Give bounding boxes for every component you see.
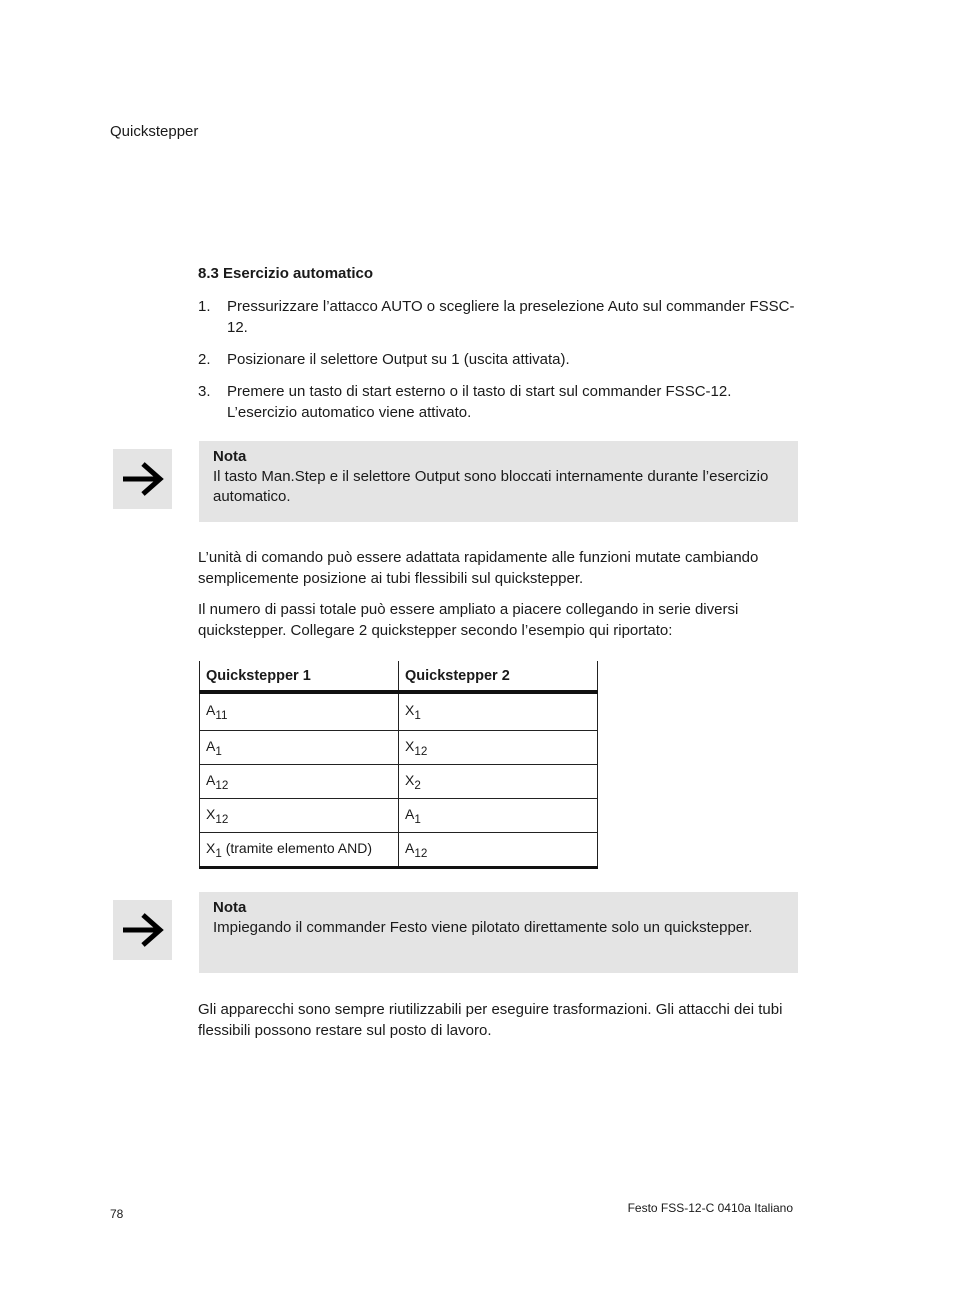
step-text: Posizionare il selettore Output su 1 (uscita attivata). xyxy=(227,351,570,368)
table-row xyxy=(200,833,598,868)
table-cell: $A_{12}$ xyxy=(200,765,399,799)
table-cell: $X_{12}$ xyxy=(200,799,399,833)
step-text: Pressurizzare l’attacco AUTO o scegliere la preselezione Auto sul commander FSSC-12. xyxy=(227,298,795,336)
step-number: 2. xyxy=(198,351,211,368)
column-header: Quickstepper 2 xyxy=(399,661,598,692)
connection-table xyxy=(199,661,598,869)
document-reference: Festo FSS-12-C 0410a Italiano xyxy=(627,1201,793,1215)
table-header-row xyxy=(200,661,598,692)
list-item xyxy=(198,349,798,370)
note-title: Nota xyxy=(213,899,247,916)
table-cell: $X_1$ xyxy=(399,692,598,731)
arrow-right-icon xyxy=(113,449,172,509)
arrow-right-icon xyxy=(113,900,172,960)
step-text: Premere un tasto di start esterno o il tasto di start sul commander FSSC-12. L’esercizio automatico viene attivato. xyxy=(227,383,732,421)
page-number: 78 xyxy=(110,1207,124,1221)
note-box xyxy=(199,892,798,973)
note-title: Nota xyxy=(213,448,247,465)
table-cell: $A_{11}$ xyxy=(200,692,399,731)
table-row xyxy=(200,765,598,799)
running-header: Quickstepper xyxy=(110,123,199,140)
list-item xyxy=(198,296,798,338)
note-text: Il tasto Man.Step e il selettore Output sono bloccati internamente durante l’esercizio automatico. xyxy=(213,468,769,505)
table-cell: $X_1$ (tramite elemento AND) xyxy=(200,833,399,868)
note-text: Impiegando il commander Festo viene pilotato direttamente solo un quickstepper. xyxy=(213,919,753,936)
paragraph: Il numero di passi totale può essere ampliato a piacere collegando in serie diversi quickstepper. Collegare 2 quickstepper secondo l’esempio qui riportato: xyxy=(198,601,739,639)
step-number: 3. xyxy=(198,383,211,400)
table-cell: $A_{12}$ xyxy=(399,833,598,868)
table-row xyxy=(200,731,598,765)
note-box xyxy=(199,441,798,522)
table-cell: $A_1$ xyxy=(200,731,399,765)
section-heading: 8.3 Esercizio automatico xyxy=(198,265,374,282)
step-list xyxy=(198,296,798,434)
column-header: Quickstepper 1 xyxy=(200,661,399,692)
list-item xyxy=(198,381,798,423)
paragraph: Gli apparecchi sono sempre riutilizzabili per eseguire trasformazioni. Gli attacchi dei tubi flessibili possono restare sul posto di lavoro. xyxy=(198,1001,783,1039)
table-row xyxy=(200,799,598,833)
table-cell: $A_1$ xyxy=(399,799,598,833)
table-row xyxy=(200,692,598,731)
table-cell: $X_2$ xyxy=(399,765,598,799)
table-cell: $X_{12}$ xyxy=(399,731,598,765)
paragraph: L’unità di comando può essere adattata rapidamente alle funzioni mutate cambiando semplicemente posizione ai tubi flessibili sul quickstepper. xyxy=(198,549,759,587)
step-number: 1. xyxy=(198,298,211,315)
